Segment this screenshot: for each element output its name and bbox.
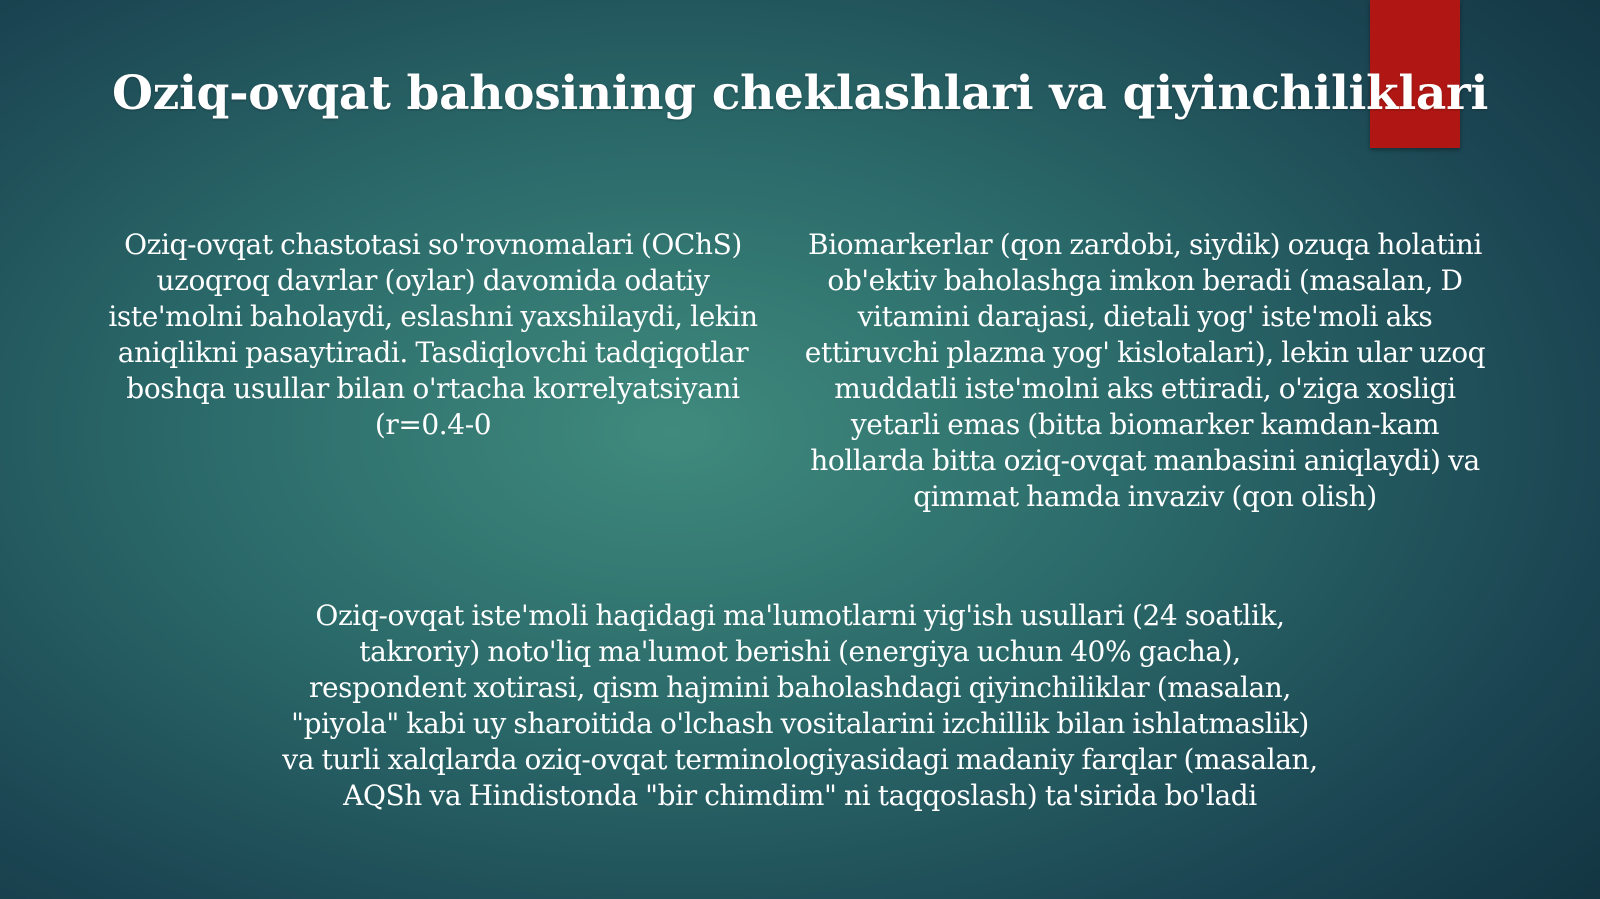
- text-block-data-collection: Oziq-ovqat iste'moli haqidagi ma'lumotlarni yig'ish usullari (24 soatlik, takroriy) noto'liq ma'lumot berishi (energiya uchun 40% gacha), respondent xotirasi, qism hajmini baholashdagi qiyinchiliklar (masalan, "piyola" kabi uy sharoitida o'lchash vositalarini izchillik bilan ishlatmaslik) va turli xalqlarda oziq-ovqat terminologiyasidagi madaniy farqlar (masalan, AQSh va Hindistonda "bir chimdim" ni taqqoslash) ta'sirida bo'ladi: [282, 599, 1318, 812]
- text-block-ffq: Oziq-ovqat chastotasi so'rovnomalari (OChS) uzoqroq davrlar (oylar) davomida odatiy iste'molni baholaydi, eslashni yaxshilaydi, lekin aniqlikni pasaytiradi. Tasdiqlovchi tadqiqotlar boshqa usullar bilan o'rtacha korrelyatsiyani (r=0.4-0: [108, 228, 758, 441]
- text-block-biomarkers: Biomarkerlar (qon zardobi, siydik) ozuqa holatini ob'ektiv baholashga imkon beradi (masalan, D vitamini darajasi, dietali yog' iste'moli aks ettiruvchi plazma yog' kislotalari), lekin ular uzoq muddatli iste'molni aks ettiradi, o'ziga xosligi yetarli emas (bitta biomarker kamdan-kam hollarda bitta oziq-ovqat manbasini aniqlaydi) va qimmat hamda invaziv (qon olish): [804, 228, 1486, 513]
- slide-title: Oziq-ovqat bahosining cheklashlari va qiyinchiliklari: [111, 66, 1489, 121]
